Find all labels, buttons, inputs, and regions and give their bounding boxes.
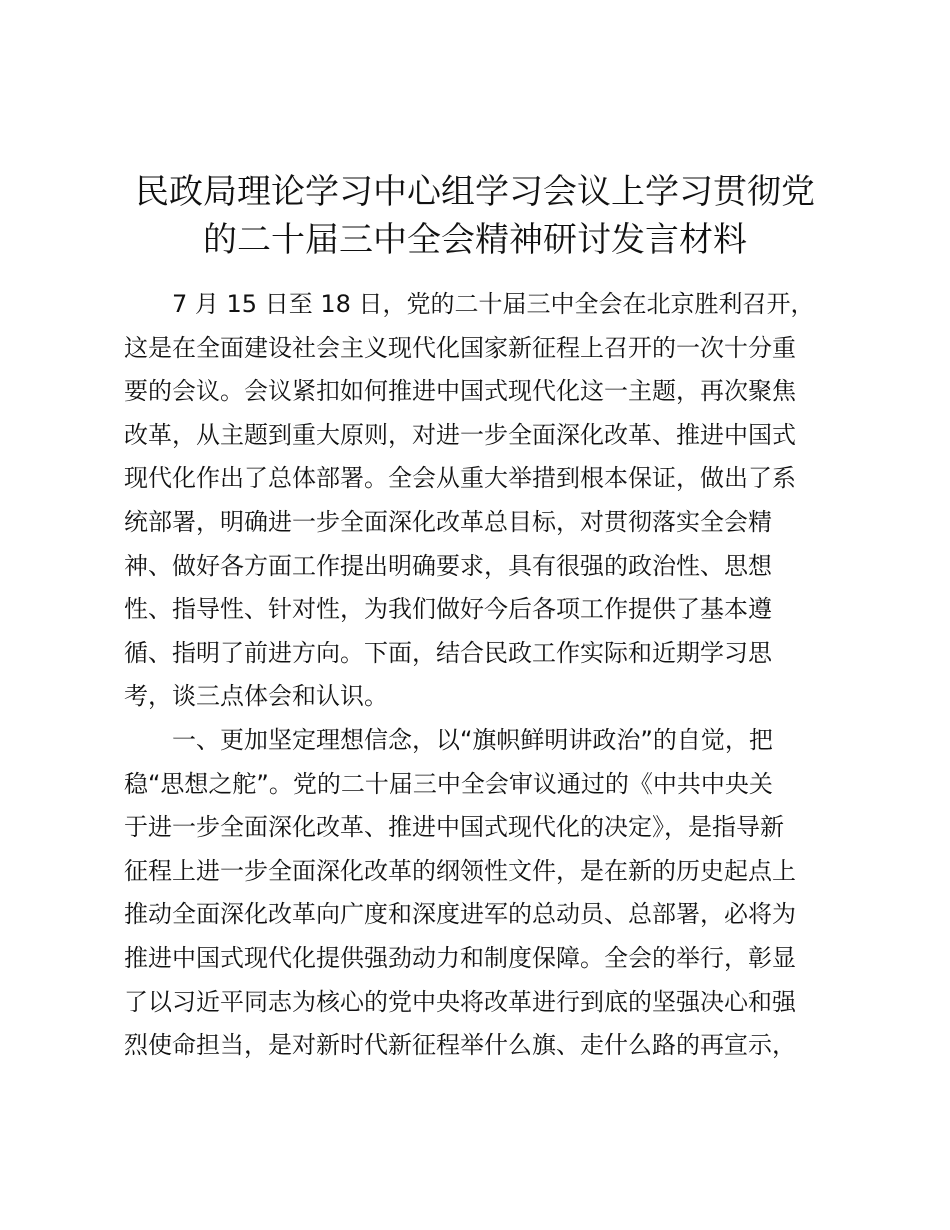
title-line-2: 的二十届三中全会精神研讨发言材料 bbox=[203, 220, 747, 260]
paragraph-line: 7 月 15 日至 18 日，党的二十届三中全会在北京胜利召开， bbox=[172, 290, 815, 318]
title-line-1: 民政局理论学习中心组学习会议上学习贯彻党 bbox=[135, 172, 815, 212]
paragraph-line: 烈使命担当，是对新时代新征程举什么旗、走什么路的再宣示， bbox=[124, 1031, 796, 1060]
paragraph-line: 循、指明了前进方向。下面，结合民政工作实际和近期学习思 bbox=[124, 638, 772, 667]
paragraph-line: 推进中国式现代化提供强劲动力和制度保障。全会的举行，彰显 bbox=[124, 943, 796, 972]
paragraph-line: 神、做好各方面工作提出明确要求，具有很强的政治性、思想 bbox=[124, 551, 772, 580]
document-body bbox=[124, 283, 824, 1068]
paragraph-line: 性、指导性、针对性，为我们做好今后各项工作提供了基本遵 bbox=[124, 595, 772, 624]
paragraph-line: 改革，从主题到重大原则，对进一步全面深化改革、推进中国式 bbox=[124, 420, 796, 449]
paragraph-1 bbox=[124, 283, 824, 719]
paragraph-line: 这是在全面建设社会主义现代化国家新征程上召开的一次十分重 bbox=[124, 333, 796, 362]
paragraph-line: 推动全面深化改革向广度和深度进军的总动员、总部署，必将为 bbox=[124, 900, 796, 929]
paragraph-line: 稳“思想之舵”。党的二十届三中全会审议通过的《中共中央关 bbox=[124, 769, 773, 798]
paragraph-line: 一、更加坚定理想信念，以“旗帜鲜明讲政治”的自觉，把 bbox=[172, 725, 773, 754]
document-title bbox=[0, 168, 950, 264]
paragraph-line: 考，谈三点体会和认识。 bbox=[124, 682, 388, 711]
paragraph-2 bbox=[124, 719, 824, 1068]
paragraph-line: 现代化作出了总体部署。全会从重大举措到根本保证，做出了系 bbox=[124, 464, 796, 493]
paragraph-line: 于进一步全面深化改革、推进中国式现代化的决定》，是指导新 bbox=[124, 813, 784, 842]
paragraph-line: 统部署，明确进一步全面深化改革总目标，对贯彻落实全会精 bbox=[124, 507, 772, 536]
paragraph-line: 了以习近平同志为核心的党中央将改革进行到底的坚强决心和强 bbox=[124, 987, 796, 1016]
paragraph-line: 要的会议。会议紧扣如何推进中国式现代化这一主题，再次聚焦 bbox=[124, 377, 796, 406]
paragraph-line: 征程上进一步全面深化改革的纲领性文件，是在新的历史起点上 bbox=[124, 856, 796, 885]
